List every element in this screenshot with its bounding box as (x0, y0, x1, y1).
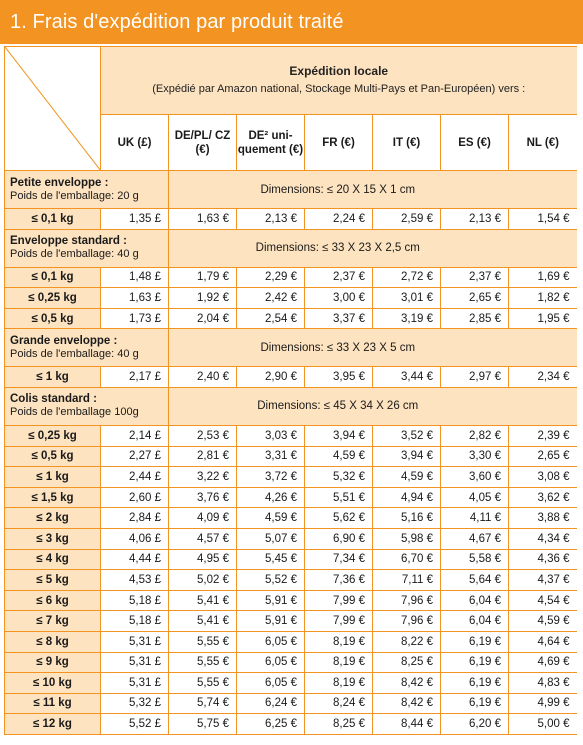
price-cell: 2,85 € (441, 308, 509, 329)
column-header: DE/PL/ CZ (€) (169, 115, 237, 171)
shipping-fees-table (4, 46, 577, 735)
price-cell: 2,65 € (441, 288, 509, 309)
price-cell: 5,75 € (169, 714, 237, 735)
price-cell: 8,42 € (373, 693, 441, 714)
table-row (5, 652, 577, 673)
price-cell: 5,91 € (237, 611, 305, 632)
table-row (5, 446, 577, 467)
table-row (5, 467, 577, 488)
price-cell: 2,90 € (237, 367, 305, 388)
section-label-text (5, 393, 168, 419)
price-cell: 4,53 £ (101, 570, 169, 591)
price-cell: 1,79 € (169, 267, 237, 288)
price-cell: 3,22 € (169, 467, 237, 488)
section-name: Petite enveloppe : (10, 176, 109, 189)
price-cell: 7,36 € (305, 570, 373, 591)
price-cell: 1,95 € (509, 308, 577, 329)
weight-cell: ≤ 1,5 kg (5, 487, 101, 508)
price-cell: 7,99 € (305, 590, 373, 611)
price-cell: 1,69 € (509, 267, 577, 288)
price-cell: 5,91 € (237, 590, 305, 611)
corner-diagonal (5, 47, 101, 171)
price-cell: 6,19 € (441, 631, 509, 652)
price-cell: 4,59 € (237, 508, 305, 529)
section-dimensions (169, 171, 577, 209)
price-cell: 2,59 € (373, 209, 441, 230)
price-cell: 4,57 € (169, 528, 237, 549)
price-cell: 8,19 € (305, 652, 373, 673)
price-cell: 6,05 € (237, 673, 305, 694)
price-cell: 4,54 € (509, 590, 577, 611)
price-cell: 4,44 £ (101, 549, 169, 570)
price-cell: 8,44 € (373, 714, 441, 735)
price-cell: 5,74 € (169, 693, 237, 714)
price-cell: 2,42 € (237, 288, 305, 309)
shipping-fees-table-wrap (4, 46, 577, 735)
price-cell: 6,19 € (441, 652, 509, 673)
price-cell: 2,72 € (373, 267, 441, 288)
weight-cell: ≤ 10 kg (5, 673, 101, 694)
price-cell: 6,19 € (441, 693, 509, 714)
price-cell: 4,36 € (509, 549, 577, 570)
price-cell: 4,37 € (509, 570, 577, 591)
price-cell: 5,32 £ (101, 693, 169, 714)
section-weight-note: Poids de l'emballage 100g (10, 406, 139, 419)
price-cell: 3,08 € (509, 467, 577, 488)
price-cell: 4,83 € (509, 673, 577, 694)
column-header: ES (€) (441, 115, 509, 171)
table-body (5, 171, 577, 735)
price-cell: 8,19 € (305, 673, 373, 694)
price-cell: 1,63 € (169, 209, 237, 230)
price-cell: 4,67 € (441, 528, 509, 549)
price-cell: 6,20 € (441, 714, 509, 735)
price-cell: 6,70 € (373, 549, 441, 570)
table-row (5, 209, 577, 230)
table-row (5, 549, 577, 570)
price-cell: 5,31 £ (101, 631, 169, 652)
weight-cell: ≤ 9 kg (5, 652, 101, 673)
weight-cell: ≤ 8 kg (5, 631, 101, 652)
price-cell: 5,58 € (441, 549, 509, 570)
price-cell: 2,39 € (509, 425, 577, 446)
price-cell: 5,52 € (237, 570, 305, 591)
section-label (5, 329, 169, 367)
price-cell: 4,26 € (237, 487, 305, 508)
price-cell: 2,34 € (509, 367, 577, 388)
section-dimensions (169, 229, 577, 267)
price-cell: 7,96 € (373, 590, 441, 611)
price-cell: 5,07 € (237, 528, 305, 549)
price-cell: 7,96 € (373, 611, 441, 632)
table-row (5, 631, 577, 652)
price-cell: 2,40 € (169, 367, 237, 388)
price-cell: 8,22 € (373, 631, 441, 652)
section-name: Enveloppe standard : (10, 235, 127, 248)
price-cell: 3,94 € (305, 425, 373, 446)
section-label (5, 229, 169, 267)
weight-cell: ≤ 5 kg (5, 570, 101, 591)
price-cell: 4,59 € (373, 467, 441, 488)
price-cell: 3,31 € (237, 446, 305, 467)
price-cell: 7,99 € (305, 611, 373, 632)
price-cell: 3,30 € (441, 446, 509, 467)
price-cell: 4,95 € (169, 549, 237, 570)
price-cell: 3,03 € (237, 425, 305, 446)
price-cell: 5,18 £ (101, 611, 169, 632)
weight-cell: ≤ 3 kg (5, 528, 101, 549)
price-cell: 5,55 € (169, 631, 237, 652)
price-cell: 5,31 £ (101, 673, 169, 694)
weight-cell: ≤ 1 kg (5, 367, 101, 388)
price-cell: 6,90 € (305, 528, 373, 549)
price-cell: 2,29 € (237, 267, 305, 288)
price-cell: 2,54 € (237, 308, 305, 329)
weight-cell: ≤ 2 kg (5, 508, 101, 529)
weight-cell: ≤ 6 kg (5, 590, 101, 611)
price-cell: 3,52 € (373, 425, 441, 446)
column-header: IT (€) (373, 115, 441, 171)
price-cell: 5,18 £ (101, 590, 169, 611)
price-cell: 2,60 £ (101, 487, 169, 508)
table-row (5, 673, 577, 694)
weight-cell: ≤ 0,1 kg (5, 267, 101, 288)
section-dimensions-text: Dimensions: ≤ 33 X 23 X 5 cm (260, 341, 416, 354)
section-label-text (5, 335, 168, 361)
price-cell: 3,62 € (509, 487, 577, 508)
table-row (5, 367, 577, 388)
price-cell: 3,94 € (373, 446, 441, 467)
weight-cell: ≤ 4 kg (5, 549, 101, 570)
table-row (5, 693, 577, 714)
weight-cell: ≤ 11 kg (5, 693, 101, 714)
price-cell: 5,51 € (305, 487, 373, 508)
price-cell: 4,34 € (509, 528, 577, 549)
price-cell: 2,04 € (169, 308, 237, 329)
column-header: DE² uni- quement (€) (237, 115, 305, 171)
table-row (5, 570, 577, 591)
price-cell: 5,02 € (169, 570, 237, 591)
price-cell: 2,14 £ (101, 425, 169, 446)
price-cell: 8,19 € (305, 631, 373, 652)
price-cell: 3,72 € (237, 467, 305, 488)
price-cell: 6,05 € (237, 631, 305, 652)
section-header-row (5, 229, 577, 267)
column-header: FR (€) (305, 115, 373, 171)
table-row (5, 611, 577, 632)
section-dimensions-text: Dimensions: ≤ 33 X 23 X 2,5 cm (255, 242, 420, 255)
section-dimensions-text: Dimensions: ≤ 45 X 34 X 26 cm (257, 400, 419, 413)
price-cell: 2,37 € (305, 267, 373, 288)
price-cell: 5,45 € (237, 549, 305, 570)
header-title: Expédition locale (289, 64, 389, 78)
price-cell: 2,53 € (169, 425, 237, 446)
weight-cell: ≤ 12 kg (5, 714, 101, 735)
price-cell: 5,98 € (373, 528, 441, 549)
column-header: NL (€) (509, 115, 577, 171)
price-cell: 4,59 € (509, 611, 577, 632)
price-cell: 3,01 € (373, 288, 441, 309)
price-cell: 7,11 € (373, 570, 441, 591)
price-cell: 5,64 € (441, 570, 509, 591)
price-cell: 5,62 € (305, 508, 373, 529)
weight-cell: ≤ 0,25 kg (5, 425, 101, 446)
price-cell: 4,05 € (441, 487, 509, 508)
price-cell: 5,32 € (305, 467, 373, 488)
price-cell: 1,54 € (509, 209, 577, 230)
weight-cell: ≤ 0,1 kg (5, 209, 101, 230)
header-local-shipping (101, 47, 577, 115)
price-cell: 2,17 £ (101, 367, 169, 388)
table-row (5, 590, 577, 611)
header-subtitle: (Expédié par Amazon national, Stockage Multi-Pays et Pan-Européen) vers : (152, 83, 526, 95)
price-cell: 3,19 € (373, 308, 441, 329)
price-cell: 2,65 € (509, 446, 577, 467)
section-label-text (5, 177, 168, 203)
price-cell: 6,25 € (237, 714, 305, 735)
price-cell: 4,94 € (373, 487, 441, 508)
section-dimensions-text: Dimensions: ≤ 20 X 15 X 1 cm (260, 183, 416, 196)
section-weight-note: Poids de l'emballage: 40 g (10, 347, 139, 360)
section-label (5, 171, 169, 209)
price-cell: 2,27 £ (101, 446, 169, 467)
section-header-row (5, 329, 577, 367)
price-cell: 1,48 £ (101, 267, 169, 288)
section-name: Grande enveloppe : (10, 334, 118, 347)
table-row (5, 308, 577, 329)
price-cell: 2,13 € (441, 209, 509, 230)
price-cell: 2,97 € (441, 367, 509, 388)
price-cell: 6,04 € (441, 611, 509, 632)
column-header: UK (£) (101, 115, 169, 171)
table-row (5, 714, 577, 735)
price-cell: 3,88 € (509, 508, 577, 529)
price-cell: 6,24 € (237, 693, 305, 714)
table-row (5, 528, 577, 549)
price-cell: 4,64 € (509, 631, 577, 652)
price-cell: 4,11 € (441, 508, 509, 529)
price-cell: 3,95 € (305, 367, 373, 388)
price-cell: 2,82 € (441, 425, 509, 446)
weight-cell: ≤ 0,5 kg (5, 308, 101, 329)
price-cell: 5,00 € (509, 714, 577, 735)
table-row (5, 288, 577, 309)
price-cell: 3,00 € (305, 288, 373, 309)
price-cell: 6,19 € (441, 673, 509, 694)
price-cell: 8,25 € (305, 714, 373, 735)
price-cell: 1,35 £ (101, 209, 169, 230)
section-dimensions (169, 387, 577, 425)
price-cell: 5,52 £ (101, 714, 169, 735)
table-row (5, 425, 577, 446)
price-cell: 1,63 £ (101, 288, 169, 309)
section-header-row (5, 387, 577, 425)
table-row (5, 508, 577, 529)
price-cell: 3,60 € (441, 467, 509, 488)
price-cell: 4,99 € (509, 693, 577, 714)
price-cell: 4,09 € (169, 508, 237, 529)
price-cell: 4,06 £ (101, 528, 169, 549)
price-cell: 5,41 € (169, 611, 237, 632)
price-cell: 1,92 € (169, 288, 237, 309)
price-cell: 6,05 € (237, 652, 305, 673)
price-cell: 5,55 € (169, 673, 237, 694)
price-cell: 6,04 € (441, 590, 509, 611)
section-dimensions (169, 329, 577, 367)
section-label (5, 387, 169, 425)
price-cell: 7,34 € (305, 549, 373, 570)
price-cell: 8,24 € (305, 693, 373, 714)
section-label-text (5, 235, 168, 261)
price-cell: 2,81 € (169, 446, 237, 467)
weight-cell: ≤ 0,5 kg (5, 446, 101, 467)
price-cell: 2,24 € (305, 209, 373, 230)
price-cell: 3,76 € (169, 487, 237, 508)
price-cell: 5,16 € (373, 508, 441, 529)
price-cell: 2,84 £ (101, 508, 169, 529)
weight-cell: ≤ 0,25 kg (5, 288, 101, 309)
page-title: 1. Frais d'expédition par produit traité (0, 0, 583, 44)
section-header-row (5, 171, 577, 209)
price-cell: 8,25 € (373, 652, 441, 673)
price-cell: 1,73 £ (101, 308, 169, 329)
price-cell: 3,44 € (373, 367, 441, 388)
price-cell: 1,82 € (509, 288, 577, 309)
price-cell: 3,37 € (305, 308, 373, 329)
price-cell: 8,42 € (373, 673, 441, 694)
weight-cell: ≤ 7 kg (5, 611, 101, 632)
section-weight-note: Poids de l'emballage: 40 g (10, 248, 139, 261)
section-weight-note: Poids de l'emballage: 20 g (10, 189, 139, 202)
corner-cell (5, 47, 101, 171)
section-name: Colis standard : (10, 393, 97, 406)
price-cell: 5,31 £ (101, 652, 169, 673)
price-cell: 2,37 € (441, 267, 509, 288)
price-cell: 5,41 € (169, 590, 237, 611)
price-cell: 4,69 € (509, 652, 577, 673)
price-cell: 4,59 € (305, 446, 373, 467)
table-row (5, 267, 577, 288)
price-cell: 2,13 € (237, 209, 305, 230)
weight-cell: ≤ 1 kg (5, 467, 101, 488)
table-row (5, 487, 577, 508)
price-cell: 5,55 € (169, 652, 237, 673)
price-cell: 2,44 £ (101, 467, 169, 488)
